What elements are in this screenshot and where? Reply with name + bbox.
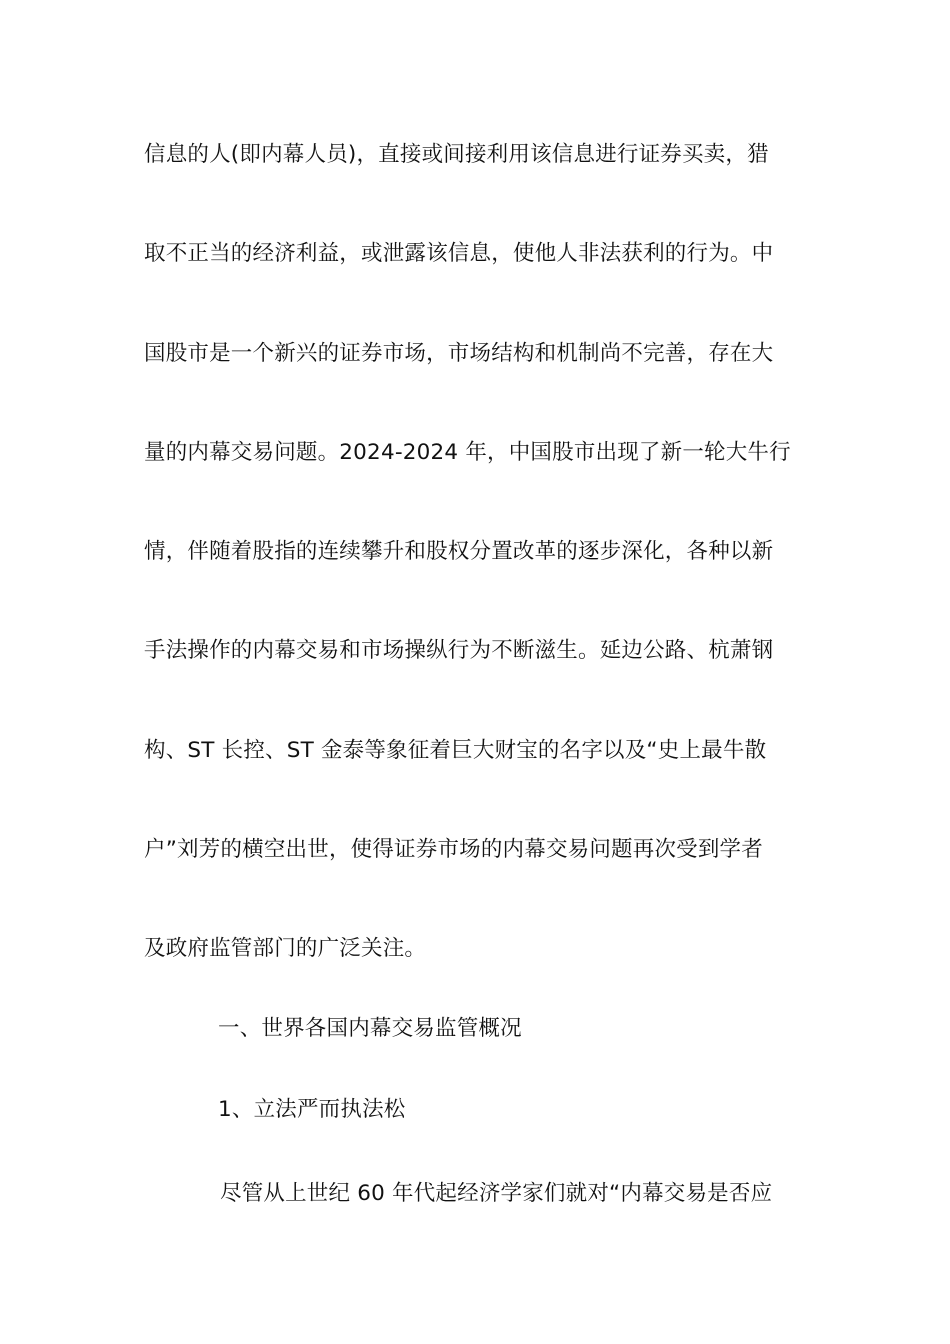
- body-text-line: 量的内幕交易问题。2024-2024 年，中国股市出现了新一轮大牛行: [144, 440, 791, 465]
- body-text-line: 国股市是一个新兴的证券市场，市场结构和机制尚不完善，存在大: [144, 341, 774, 366]
- body-text-line: 情，伴随着股指的连续攀升和股权分置改革的逐步深化，各种以新: [144, 539, 774, 564]
- body-text-line: 构、ST 长控、ST 金泰等象征着巨大财宝的名字以及“史上最牛散: [144, 738, 767, 763]
- section-heading: 一、世界各国内幕交易监管概况: [218, 1016, 522, 1041]
- body-text-line: 信息的人(即内幕人员)，直接或间接利用该信息进行证券买卖，猎: [144, 142, 769, 167]
- subsection-heading: 1、立法严而执法松: [218, 1097, 406, 1122]
- body-text-line: 取不正当的经济利益，或泄露该信息，使他人非法获利的行为。中: [144, 241, 774, 266]
- body-text-line: 户”刘芳的横空出世，使得证券市场的内幕交易问题再次受到学者: [144, 837, 763, 862]
- body-text-line: 及政府监管部门的广泛关注。: [144, 936, 427, 961]
- paragraph-first-line: 尽管从上世纪 60 年代起经济学家们就对“内幕交易是否应: [220, 1181, 773, 1206]
- body-text-line: 手法操作的内幕交易和市场操纵行为不断滋生。延边公路、杭萧钢: [144, 638, 774, 663]
